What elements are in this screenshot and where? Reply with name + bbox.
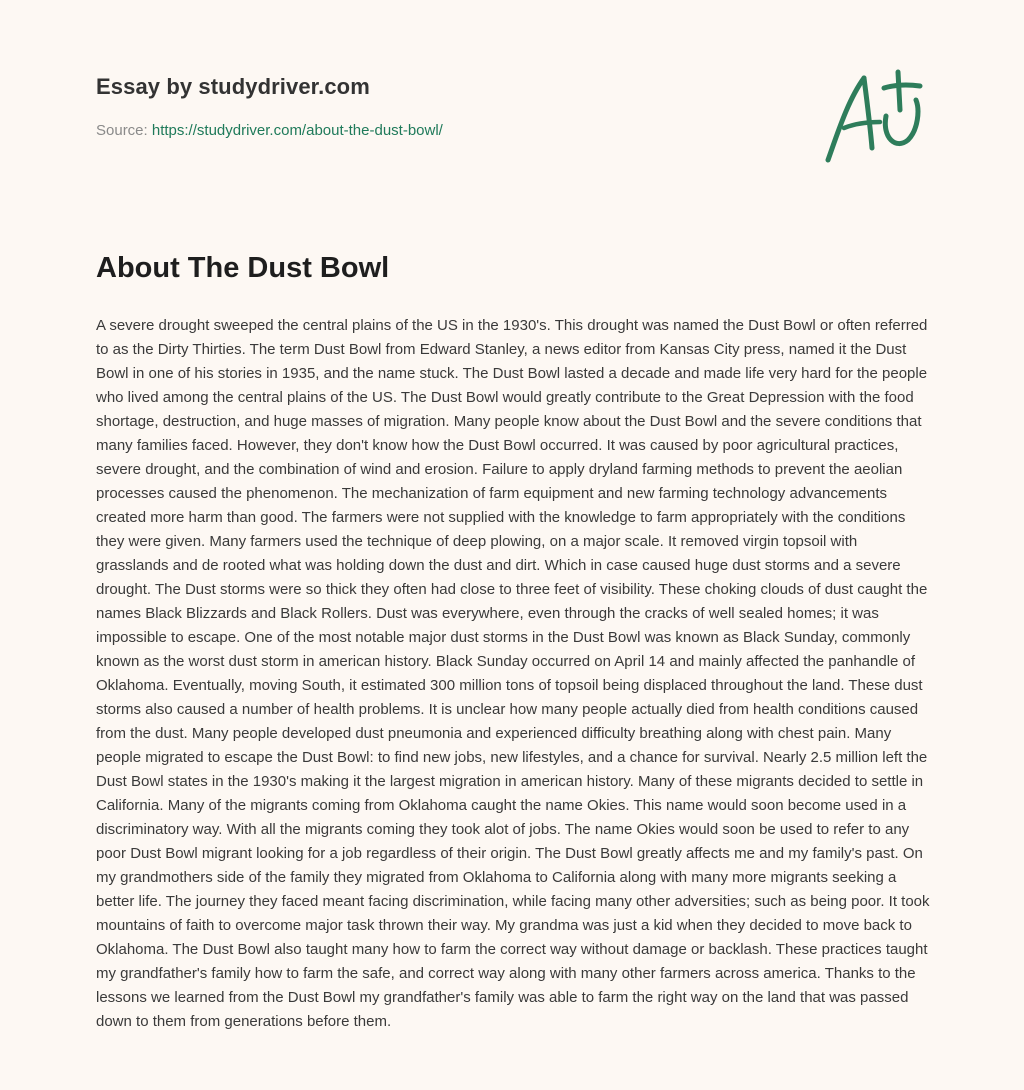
site-title: Essay by studydriver.com (96, 74, 370, 99)
source-line (96, 122, 696, 139)
source-link[interactable]: https://studydriver.com/about-the-dust-bowl/ (151, 122, 443, 139)
a-plus-logo-icon (820, 66, 930, 166)
essay-body: A severe drought sweeped the central plains of the US in the 1930's. This drought was named the Dust Bowl or often referred to as the Dirty Thirties. The term Dust Bowl from Edward Stanley, a news editor from Kansas City press, named it the Dust Bowl in one of his stories in 1935, and the name stuck. The Dust Bowl lasted a decade and made life very hard for the people who lived among the central plains of the US. The Dust Bowl would greatly contribute to the Great Depression with the food shortage, destruction, and huge masses of migration. Many people know about the Dust Bowl and the severe conditions that many families faced. However, they don't know how the Dust Bowl occurred. It was caused by poor agricultural practices, severe drought, and the combination of wind and erosion. Failure to apply dryland farming methods to prevent the aeolian processes caused the phenomenon. The mechanization of farm equipment and new farming technology advancements created more harm than good. The farmers were not supplied with the knowledge to farm appropriately with the conditions they were given. Many farmers used the technique of deep plowing, on a major scale. It removed virgin topsoil with grasslands and de rooted what was holding down the dust and dirt. Which in case caused huge dust storms and a severe drought. The Dust storms were so thick they often had close to three feet of visibility. These choking clouds of dust caught the names Black Blizzards and Black Rollers. Dust was everywhere, even through the cracks of well sealed homes; it was impossible to escape. One of the most notable major dust storms in the Dust Bowl was known as Black Sunday, commonly known as the worst dust storm in american history. Black Sunday occurred on April 14 and mainly affected the panhandle of Oklahoma. Eventually, moving South, it estimated 300 million tons of topsoil being displaced throughout the land. These dust storms also caused a number of health problems. It is unclear how many people actually died from health conditions caused from the dust. Many people developed dust pneumonia and experienced difficulty breathing along with chest pain. Many people migrated to escape the Dust Bowl: to find new jobs, new lifestyles, and a chance for survival. Nearly 2.5 million left the Dust Bowl states in the 1930's making it the largest migration in american history. Many of these migrants decided to settle in California. Many of the migrants coming from Oklahoma caught the name Okies. This name would soon become used in a discriminatory way. With all the migrants coming they took alot of jobs. The name Okies would soon be used to refer to any poor Dust Bowl migrant looking for a job regardless of their origin. The Dust Bowl greatly affects me and my family's past. On my grandmothers side of the family they migrated from Oklahoma to California along with many more migrants seeking a better life. The journey they faced meant facing discrimination, while facing many other adversities; such as being poor. It took mountains of faith to overcome major task thrown their way. My grandma was just a kid when they decided to move back to Oklahoma. The Dust Bowl also taught many how to farm the correct way without damage or backlash. These practices taught my grandfather's family how to farm the safe, and correct way along with many other farmers across america. Thanks to the lessons we learned from the Dust Bowl my grandfather's family was able to farm the right way on the land that was passed down to them from generations before them. (96, 317, 930, 1030)
page-header (96, 74, 696, 139)
essay-title: About The Dust Bowl (96, 252, 390, 284)
source-label: Source: (96, 122, 152, 139)
